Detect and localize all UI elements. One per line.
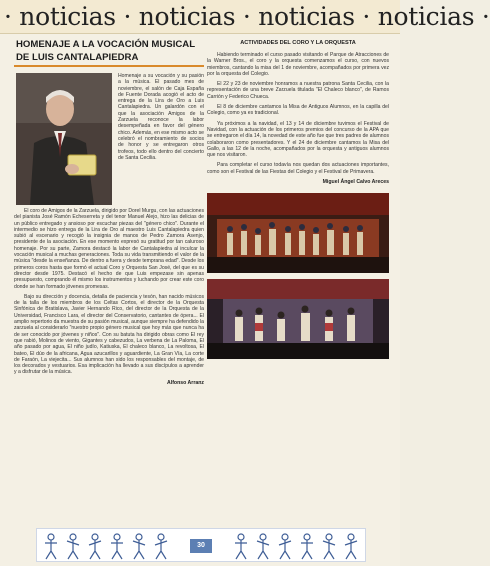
stage-photo-2-illustration <box>207 279 389 359</box>
honoree-photo-illustration <box>16 73 112 205</box>
article-headline: HOMENAJE A LA VOCACIÓN MUSICAL DE LUIS CANTALAPIEDRA <box>16 39 195 63</box>
activities-paragraph: Habiendo terminado el curso pasado visitando el Parque de Atracciones de la Warner Bros., el coro y la orquesta comenzamos el curso, con nuevos miembros, cantando la misa del 1 de noviembre, acompañados por primera vez por la orquesta del Colegio. <box>207 52 389 77</box>
article-column <box>14 36 204 386</box>
banner-title: · noticias · noticias · noticias · noticias · <box>4 2 490 31</box>
section-banner <box>0 0 490 34</box>
article-paragraph-2: El coro de Amigos de la Zarzuela, dirigido por Dorel Murgu, con las actuaciones del pianista José Ramón Echeserreta y del tenor Manuel Alejo, hizo las delicias de un público entregado y ansioso por escuchar piezas del "género chico". Durante el intermedio se hizo entrega de la Lira de Oro al maestro Luis Cantalapiedra quien subió al escenario y recogió la insignia de manos de Pedro Zamora Asenjo, presidente de la asociación. En ese momento expresó su gratitud por tan caluroso homenaje. Por su parte, Zamora destacó la labor de Cantalapiedra al inculcar la vocación musical a muchas generaciones. Toda su vida transmitiendo el valor de la música "desde la enseñanza. De dentro a fuera y desde temprana edad". Desde los primeros coros hasta que formó el actual Coro y Orquesta San José, del que es su director desde 1975. Destacó el hecho de que Luis empezase sin apenas presupuesto, comprando él mismo los instrumentos y luchando por crear este coro donde se han formado jóvenes promesas. <box>14 208 204 290</box>
activities-title: ACTIVIDADES DEL CORO Y LA ORQUESTA <box>240 40 356 46</box>
activities-body <box>207 52 389 185</box>
article-body <box>14 73 204 386</box>
article-paragraph-3: Bajo su dirección y docencia, detalla de paciencia y tesón, han nacido músicos de la talla de los miembros de los Celtas Cortos, el director de la Orquesta Sinfónica de Bratislava, Javier Hernando Rico, del director de la Orquesta de la Universidad, Francisco Lara, el director del Conservatorio, cantantes de ópera... El amplio repertorio da muestra de su pasión musical, aunque siempre ha defendido la zarzuela al considerarlo "nuestro propio género musical que hoy más que nunca ha de ser conocido por jóvenes y niños". Con su batuta ha dirigido obras como El rey que rabió, Molinos de viento, Gigantes y cabezudos, La verbena de La Paloma, El año pasado por agua, El niño judío, Katiuska, El chaleco blanco, La revoltosa, El bateo, El dúo de la africana, Agua azucarillos y aguardiente, La Gran Vía, La corte de Faraón, La viejecita... Sus alumnos han sido los responsables del montaje, de los decorados y vestuarios. Esa implicación ha llevado a sus discípulos a aprender y a disfrutar de la música. <box>14 293 204 376</box>
activities-paragraph: Ya próximos a la navidad, el 13 y 14 de diciembre tuvimos el Festival de Navidad, con la actuación de los primeros premios del concurso de la APA que se entregaron el día 14, la novedad de este año fue que tres padres de alumnos colaboraron como presentadores. Y el 24 de diciembre cantamos la Misa del Gallo, a las 12 de la noche, acompañados por la orquesta y antiguos alumnos que nos visitaron. <box>207 120 389 159</box>
stage-photo-2 <box>207 279 389 359</box>
article-intro: Homenaje a su vocación y su pasión a la música. El pasado mes de noviembre, el salón de Caja España de Fuente Dorada acogió el acto de entrega de la Lira de Oro a Luis Cantalapiedra. Un galardón con el que la asociación Amigos de la Zarzuela reconoce la labor desempeñada en favor del género chico. Además, en ese mismo acto se celebró el nombramiento de socios de honor y se entregaron otros trofeos, todo ello dentro del concierto de Santa Cecilia. <box>118 73 204 161</box>
activities-signature: Miguel Ángel Calvo Areces <box>322 179 389 186</box>
activities-paragraph: El 8 de diciembre cantamos la Misa de Antiguos Alumnos, en la capilla del Colegio, como ya es tradicional. <box>207 104 389 117</box>
activities-paragraph: El 22 y 23 de noviembre honramos a nuestra patrona Santa Cecilia, con la representación de una breve Zarzuela titulada "El Chaleco blanco", de Ramos Carrión y Federico Chueca. <box>207 81 389 100</box>
honoree-photo <box>16 73 112 205</box>
stage-photo-1-illustration <box>207 193 389 273</box>
article-signature: Alfonso Arranz <box>167 379 204 386</box>
activities-column <box>207 36 389 365</box>
stage-photo-1 <box>207 193 389 273</box>
page-number: 30 <box>190 539 212 553</box>
headline-divider <box>14 65 204 67</box>
activities-paragraph: Para completar el curso todavía nos quedan dos actuaciones importantes, como son el Festival de las Fiestas del Colegio y el Festival de Primavera. <box>207 162 389 175</box>
